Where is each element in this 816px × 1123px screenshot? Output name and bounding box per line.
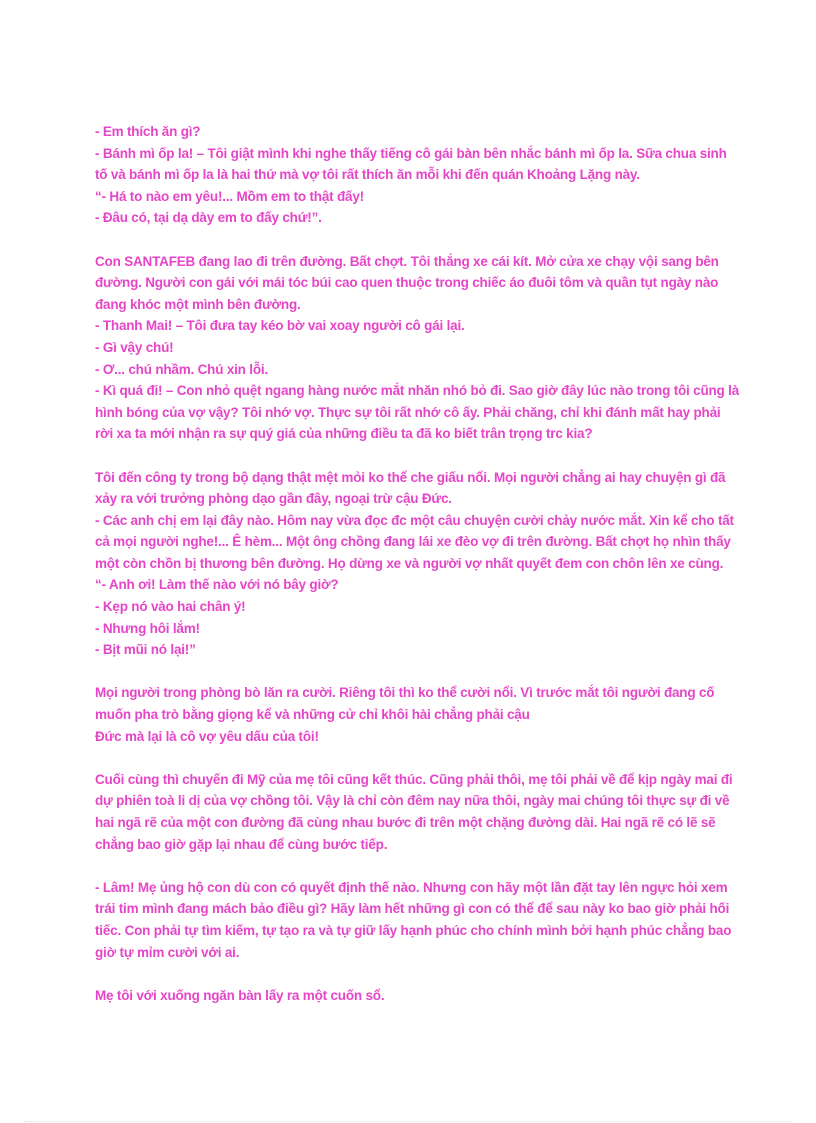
text-line: - Bịt mũi nó lại!”	[95, 642, 196, 658]
text-line: “- Anh ơi! Làm thế nào với nó bây giờ?	[95, 577, 339, 593]
text-line: dự phiên toà li dị của vợ chồng tôi. Vậy là chỉ còn đêm nay nữa thôi, ngày mai chúng tôi thực sự đi về	[95, 793, 730, 809]
paragraph-2	[95, 251, 740, 445]
text-line: - Lâm! Mẹ ủng hộ con dù con có quyết định thế nào. Nhưng con hãy một lần đặt tay lên ngực hỏi xem	[95, 879, 728, 895]
text-line: trái tim mình đang mách bảo điều gì? Hãy làm hết những gì con có thể để sau này ko bao giờ phải hối	[95, 901, 730, 917]
text-line: - Các anh chị em lại đây nào. Hôm nay vừa đọc đc một câu chuyện cười chảy nước mắt. Xin kể cho tất	[95, 512, 734, 528]
text-line: - Bánh mì ốp la! – Tôi giật mình khi nghe thấy tiếng cô gái bàn bên nhắc bánh mì ốp la. Sữa chua sinh	[95, 145, 727, 161]
text-line: tố và bánh mì ốp la là hai thứ mà vợ tôi rất thích ăn mỗi khi đến quán Khoảng Lặng này.	[95, 167, 640, 183]
text-line: - Em thích ăn gì?	[95, 124, 201, 139]
paragraph-3	[95, 467, 735, 661]
paragraph-1	[95, 121, 735, 229]
text-line: - Nhưng hôi lắm!	[95, 620, 200, 636]
text-line: xảy ra với trưởng phòng dạo gần đây, ngoại trừ cậu Đức.	[95, 491, 452, 507]
text-line: rời xa ta mới nhận ra sự quý giá của những điều ta đã ko biết trân trọng trc kia?	[95, 426, 593, 442]
text-line: tiếc. Con phải tự tìm kiếm, tự tạo ra và tự giữ lấy hạnh phúc cho chính mình bởi hạnh phúc chẳng bao	[95, 922, 732, 938]
text-line: - Ơ... chú nhầm. Chú xin lỗi.	[95, 361, 268, 377]
text-line: Con SANTAFEB đang lao đi trên đường. Bất chợt. Tôi thắng xe cái kít. Mở cửa xe chạy vội sang bên	[95, 253, 719, 269]
text-line: - Gì vậy chú!	[95, 339, 174, 355]
text-line: hai ngã rẽ của một con đường đã cùng nhau bước đi trên một chặng đường dài. Hai ngã rẽ có lẽ sẽ	[95, 815, 716, 830]
text-line: đường. Người con gái với mái tóc búi cao quen thuộc trong chiếc áo đuôi tôm và quần tụt ngày nào	[95, 275, 719, 291]
text-line: Tôi đến công ty trong bộ dạng thật mệt mỏi ko thể che giấu nổi. Mọi người chẳng ai hay chuyện gì đã	[95, 469, 726, 485]
document-body	[95, 121, 740, 1028]
text-line: Cuối cùng thì chuyến đi Mỹ của mẹ tôi cũng kết thúc. Cũng phải thôi, mẹ tôi phải về để kịp ngày mai đi	[95, 771, 733, 787]
text-line: một còn chồn bị thương bên đường. Họ dừng xe và người vợ nhất quyết đem con chôn lên xe cùng.	[95, 555, 724, 571]
text-line: đang khóc một mình bên đường.	[95, 296, 301, 312]
text-line: muốn pha trò bằng giọng kể và những cử chỉ khôi hài chẳng phải cậu	[95, 707, 530, 723]
text-line: - Đâu có, tại dạ dày em to đấy chứ!”.	[95, 210, 322, 226]
text-line: giờ tự mỉm cười với ai.	[95, 944, 240, 960]
text-line: cả mọi người nghe!... Ê hèm... Một ông chồng đang lái xe đèo vợ đi trên đường. Bất chợt họ nhìn thấy	[95, 534, 731, 550]
text-line: hình bóng của vợ vậy? Tôi nhớ vợ. Thực sự tôi rất nhớ cô ấy. Phải chăng, chỉ khi đánh mất hay phải	[95, 404, 721, 420]
paragraph-7	[95, 985, 735, 1007]
text-line: - Kì quá đi! – Con nhỏ quệt ngang hàng nước mắt nhăn nhó bỏ đi. Sao giờ đây lúc nào trong tôi cũng là	[95, 383, 740, 399]
paragraph-4	[95, 682, 735, 747]
text-line: chẳng bao giờ gặp lại nhau để cùng bước tiếp.	[95, 836, 388, 852]
text-line: Mọi người trong phòng bò lăn ra cười. Riêng tôi thì ko thể cười nổi. Vì trước mắt tôi người đang cố	[95, 685, 715, 701]
text-line: - Kẹp nó vào hai chân ý!	[95, 599, 246, 615]
paragraph-6	[95, 877, 735, 963]
text-line: Mẹ tôi với xuống ngăn bàn lấy ra một cuốn sổ.	[95, 987, 385, 1003]
paragraph-5	[95, 769, 735, 855]
page-bottom-divider	[24, 1121, 792, 1122]
text-line: “- Há to nào em yêu!... Mồm em to thật đấy!	[95, 188, 364, 204]
text-line: - Thanh Mai! – Tôi đưa tay kéo bờ vai xoay người cô gái lại.	[95, 318, 465, 334]
text-line: Đức mà lại là cô vợ yêu dấu của tôi!	[95, 728, 319, 744]
